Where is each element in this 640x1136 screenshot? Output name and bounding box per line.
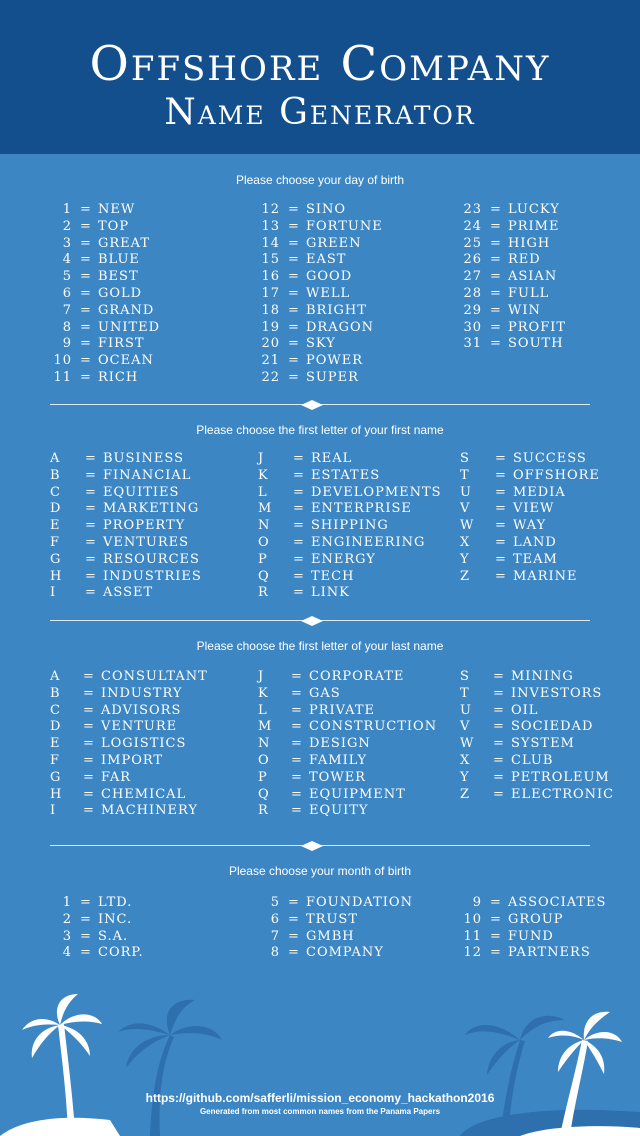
lookup-key: G bbox=[50, 769, 62, 785]
lookup-word: SUPER bbox=[306, 369, 359, 385]
lookup-key: K bbox=[258, 467, 269, 483]
equals-sign: = bbox=[83, 685, 95, 701]
lookup-word: ASSET bbox=[103, 585, 154, 601]
lookup-word: LINK bbox=[311, 585, 350, 601]
equals-sign: = bbox=[293, 534, 305, 550]
lookup-key: 5 bbox=[62, 269, 72, 285]
lookup-word: DEVELOPMENTS bbox=[311, 484, 442, 500]
lookup-word: BEST bbox=[98, 269, 139, 285]
lookup-word: ENERGY bbox=[311, 551, 376, 567]
lookup-word: SKY bbox=[306, 336, 336, 352]
equals-sign: = bbox=[293, 451, 305, 466]
equals-sign: = bbox=[83, 769, 95, 785]
lookup-key: B bbox=[50, 467, 61, 483]
lookup-key: T bbox=[460, 467, 470, 483]
lookup-word: GOLD bbox=[98, 285, 143, 301]
lookup-word: GOOD bbox=[306, 269, 353, 285]
lookup-key: 17 bbox=[261, 285, 280, 301]
page-subtitle: Name Generator bbox=[164, 92, 476, 133]
lookup-key: F bbox=[50, 752, 61, 768]
equals-sign: = bbox=[288, 218, 300, 234]
equals-sign: = bbox=[83, 803, 95, 819]
lookup-key: 29 bbox=[463, 302, 482, 318]
equals-sign: = bbox=[495, 451, 507, 466]
equals-sign: = bbox=[495, 501, 507, 517]
lookup-key: 27 bbox=[463, 269, 482, 285]
lookup-key: Q bbox=[258, 786, 270, 802]
equals-sign: = bbox=[85, 585, 97, 601]
section-title: Please choose the first letter of your last name bbox=[196, 639, 444, 653]
lookup-word: EQUIPMENT bbox=[309, 786, 406, 802]
lookup-word: INDUSTRY bbox=[101, 685, 183, 701]
lookup-word: VENTURES bbox=[103, 534, 190, 550]
lookup-word: GREAT bbox=[98, 235, 151, 251]
lookup-word: FAR bbox=[101, 769, 132, 785]
equals-sign: = bbox=[293, 585, 305, 601]
equals-sign: = bbox=[288, 285, 300, 301]
lookup-key: Q bbox=[258, 568, 270, 584]
equals-sign: = bbox=[288, 202, 300, 217]
equals-sign: = bbox=[291, 769, 303, 785]
equals-sign: = bbox=[288, 369, 300, 385]
lookup-key: 21 bbox=[261, 353, 280, 369]
equals-sign: = bbox=[80, 302, 92, 318]
lookup-word: MEDIA bbox=[513, 484, 566, 500]
equals-sign: = bbox=[291, 803, 303, 819]
equals-sign: = bbox=[288, 269, 300, 285]
equals-sign: = bbox=[80, 285, 92, 301]
equals-sign: = bbox=[291, 786, 303, 802]
lookup-key: 26 bbox=[463, 252, 482, 268]
lookup-word: EQUITIES bbox=[103, 484, 180, 500]
lookup-word: WAY bbox=[513, 518, 547, 534]
equals-sign: = bbox=[291, 752, 303, 768]
lookup-key: R bbox=[258, 803, 269, 819]
equals-sign: = bbox=[83, 719, 95, 735]
section-title: Please choose the first letter of your first name bbox=[196, 423, 444, 437]
lookup-key: I bbox=[50, 803, 57, 819]
lookup-key: 24 bbox=[463, 218, 482, 234]
lookup-word: TEAM bbox=[513, 551, 558, 567]
lookup-key: K bbox=[258, 685, 269, 701]
equals-sign: = bbox=[288, 252, 300, 268]
lookup-word: BUSINESS bbox=[103, 451, 184, 466]
lookup-key: 14 bbox=[261, 235, 280, 251]
lookup-word: FUND bbox=[508, 928, 554, 944]
equals-sign: = bbox=[83, 736, 95, 752]
lookup-key: 1 bbox=[62, 895, 72, 910]
lookup-word: FAMILY bbox=[309, 752, 368, 768]
lookup-key: 4 bbox=[62, 252, 72, 268]
lookup-word: ESTATES bbox=[311, 467, 381, 483]
lookup-word: PARTNERS bbox=[508, 945, 591, 961]
lookup-key: H bbox=[50, 568, 63, 584]
equals-sign: = bbox=[288, 336, 300, 352]
lookup-word: GRAND bbox=[98, 302, 155, 318]
lookup-word: WELL bbox=[306, 285, 351, 301]
lookup-word: OFFSHORE bbox=[513, 467, 600, 483]
equals-sign: = bbox=[291, 669, 303, 684]
lookup-word: RED bbox=[508, 252, 541, 268]
lookup-key: N bbox=[258, 736, 271, 752]
lookup-word: S.A. bbox=[98, 928, 129, 944]
lookup-key: 30 bbox=[463, 319, 482, 335]
lookup-key: 10 bbox=[53, 353, 72, 369]
equals-sign: = bbox=[80, 202, 92, 217]
lookup-key: 12 bbox=[261, 202, 280, 217]
equals-sign: = bbox=[85, 568, 97, 584]
lookup-key: 22 bbox=[261, 369, 280, 385]
lookup-word: PRIME bbox=[508, 218, 560, 234]
equals-sign: = bbox=[83, 786, 95, 802]
lookup-word: MARKETING bbox=[103, 501, 200, 517]
equals-sign: = bbox=[490, 269, 502, 285]
footer-note: Generated from most common names from the Panama Papers bbox=[199, 1107, 441, 1116]
lookup-key: I bbox=[50, 585, 57, 601]
lookup-word: TOWER bbox=[309, 769, 366, 785]
equals-sign: = bbox=[490, 895, 502, 910]
lookup-word: CHEMICAL bbox=[101, 786, 187, 802]
lookup-key: 28 bbox=[463, 285, 482, 301]
equals-sign: = bbox=[85, 534, 97, 550]
lookup-key: 9 bbox=[472, 895, 482, 910]
lookup-word: GAS bbox=[309, 685, 341, 701]
lookup-key: D bbox=[50, 719, 62, 735]
equals-sign: = bbox=[80, 319, 92, 335]
lookup-word: SYSTEM bbox=[511, 736, 575, 752]
lookup-word: TRUST bbox=[306, 911, 358, 927]
lookup-word: MARINE bbox=[513, 568, 578, 584]
equals-sign: = bbox=[80, 252, 92, 268]
equals-sign: = bbox=[83, 669, 95, 684]
lookup-word: BRIGHT bbox=[306, 302, 367, 318]
lookup-word: REAL bbox=[311, 451, 353, 466]
lookup-key: 3 bbox=[62, 928, 72, 944]
equals-sign: = bbox=[80, 369, 92, 385]
equals-sign: = bbox=[493, 736, 505, 752]
lookup-word: FINANCIAL bbox=[103, 467, 192, 483]
lookup-word: CONSULTANT bbox=[101, 669, 208, 684]
lookup-key: L bbox=[258, 484, 268, 500]
equals-sign: = bbox=[293, 484, 305, 500]
lookup-word: NEW bbox=[98, 202, 136, 217]
lookup-word: CONSTRUCTION bbox=[309, 719, 438, 735]
equals-sign: = bbox=[490, 285, 502, 301]
lookup-key: O bbox=[258, 534, 270, 550]
lookup-word: POWER bbox=[306, 353, 364, 369]
lookup-key: A bbox=[50, 451, 61, 466]
lookup-key: S bbox=[460, 451, 470, 466]
lookup-key: Z bbox=[460, 786, 471, 802]
equals-sign: = bbox=[490, 336, 502, 352]
lookup-word: ENTERPRISE bbox=[311, 501, 412, 517]
equals-sign: = bbox=[490, 911, 502, 927]
lookup-word: LUCKY bbox=[508, 202, 560, 217]
lookup-key: V bbox=[460, 501, 471, 517]
lookup-key: 6 bbox=[62, 285, 72, 301]
lookup-word: OIL bbox=[511, 702, 539, 718]
equals-sign: = bbox=[493, 786, 505, 802]
lookup-word: RESOURCES bbox=[103, 551, 200, 567]
lookup-key: P bbox=[258, 769, 268, 785]
equals-sign: = bbox=[293, 568, 305, 584]
equals-sign: = bbox=[490, 302, 502, 318]
divider-diamond-icon bbox=[301, 616, 323, 626]
lookup-key: Z bbox=[460, 568, 471, 584]
equals-sign: = bbox=[495, 518, 507, 534]
lookup-word: ASSOCIATES bbox=[508, 895, 607, 910]
lookup-key: 13 bbox=[261, 218, 280, 234]
equals-sign: = bbox=[495, 568, 507, 584]
equals-sign: = bbox=[80, 928, 92, 944]
lookup-key: 9 bbox=[62, 336, 72, 352]
lookup-key: M bbox=[258, 501, 273, 517]
equals-sign: = bbox=[291, 702, 303, 718]
lookup-word: GROUP bbox=[508, 911, 564, 927]
lookup-key: S bbox=[460, 669, 470, 684]
lookup-word: EAST bbox=[306, 252, 347, 268]
lookup-key: 7 bbox=[270, 928, 280, 944]
lookup-key: C bbox=[50, 702, 61, 718]
lookup-key: 4 bbox=[62, 945, 72, 961]
lookup-key: W bbox=[460, 518, 475, 534]
equals-sign: = bbox=[493, 769, 505, 785]
lookup-word: ASIAN bbox=[508, 269, 558, 285]
equals-sign: = bbox=[293, 551, 305, 567]
lookup-key: 7 bbox=[62, 302, 72, 318]
lookup-word: FORTUNE bbox=[306, 218, 383, 234]
lookup-word: GREEN bbox=[306, 235, 362, 251]
lookup-word: TECH bbox=[311, 568, 355, 584]
equals-sign: = bbox=[288, 319, 300, 335]
equals-sign: = bbox=[288, 911, 300, 927]
lookup-word: VIEW bbox=[513, 501, 555, 517]
lookup-key: Y bbox=[460, 551, 470, 567]
lookup-word: SHIPPING bbox=[311, 518, 389, 534]
lookup-key: C bbox=[50, 484, 61, 500]
divider-diamond-icon bbox=[301, 400, 323, 410]
lookup-key: 20 bbox=[261, 336, 280, 352]
lookup-word: SOUTH bbox=[508, 336, 564, 352]
equals-sign: = bbox=[80, 911, 92, 927]
lookup-word: ENGINEERING bbox=[311, 534, 426, 550]
equals-sign: = bbox=[293, 518, 305, 534]
equals-sign: = bbox=[80, 945, 92, 961]
equals-sign: = bbox=[490, 319, 502, 335]
lookup-word: ADVISORS bbox=[101, 702, 182, 718]
equals-sign: = bbox=[80, 218, 92, 234]
lookup-word: PROFIT bbox=[508, 319, 567, 335]
equals-sign: = bbox=[490, 928, 502, 944]
lookup-key: P bbox=[258, 551, 268, 567]
lookup-word: FULL bbox=[508, 285, 550, 301]
lookup-key: U bbox=[460, 702, 472, 718]
lookup-word: DESIGN bbox=[309, 736, 371, 752]
lookup-word: CLUB bbox=[511, 752, 554, 768]
equals-sign: = bbox=[288, 353, 300, 369]
equals-sign: = bbox=[493, 719, 505, 735]
lookup-word: RICH bbox=[98, 369, 139, 385]
equals-sign: = bbox=[83, 752, 95, 768]
lookup-word: MACHINERY bbox=[101, 803, 198, 819]
equals-sign: = bbox=[80, 353, 92, 369]
lookup-key: J bbox=[258, 451, 265, 466]
lookup-key: 23 bbox=[463, 202, 482, 217]
lookup-key: V bbox=[460, 719, 471, 735]
equals-sign: = bbox=[493, 669, 505, 684]
lookup-key: 18 bbox=[261, 302, 280, 318]
lookup-word: WIN bbox=[508, 302, 541, 318]
section-title: Please choose your month of birth bbox=[228, 864, 412, 878]
equals-sign: = bbox=[490, 202, 502, 217]
lookup-word: VENTURE bbox=[101, 719, 178, 735]
lookup-key: 19 bbox=[261, 319, 280, 335]
equals-sign: = bbox=[288, 928, 300, 944]
lookup-word: FIRST bbox=[98, 336, 145, 352]
equals-sign: = bbox=[493, 752, 505, 768]
lookup-key: F bbox=[50, 534, 61, 550]
lookup-key: 8 bbox=[62, 319, 72, 335]
lookup-word: PETROLEUM bbox=[511, 769, 610, 785]
header-banner bbox=[0, 0, 640, 154]
lookup-key: 11 bbox=[53, 369, 72, 385]
lookup-word: ELECTRONIC bbox=[511, 786, 615, 802]
divider-diamond-icon bbox=[301, 841, 323, 851]
lookup-key: L bbox=[258, 702, 268, 718]
page-title: Offshore Company bbox=[89, 36, 551, 92]
lookup-word: PRIVATE bbox=[309, 702, 376, 718]
equals-sign: = bbox=[493, 702, 505, 718]
lookup-key: Y bbox=[460, 769, 470, 785]
equals-sign: = bbox=[85, 467, 97, 483]
lookup-key: A bbox=[50, 669, 61, 684]
lookup-key: D bbox=[50, 501, 62, 517]
equals-sign: = bbox=[495, 484, 507, 500]
lookup-key: E bbox=[50, 518, 61, 534]
lookup-key: 10 bbox=[463, 911, 482, 927]
equals-sign: = bbox=[490, 235, 502, 251]
lookup-key: 3 bbox=[62, 235, 72, 251]
equals-sign: = bbox=[85, 518, 97, 534]
lookup-key: J bbox=[258, 669, 265, 684]
lookup-word: TOP bbox=[98, 218, 130, 234]
lookup-word: BLUE bbox=[98, 252, 140, 268]
lookup-key: 2 bbox=[62, 218, 72, 234]
lookup-word: OCEAN bbox=[98, 353, 154, 369]
lookup-word: INC. bbox=[98, 911, 133, 927]
lookup-word: IMPORT bbox=[101, 752, 164, 768]
lookup-word: INDUSTRIES bbox=[103, 568, 202, 584]
lookup-word: PROPERTY bbox=[103, 518, 186, 534]
lookup-key: X bbox=[460, 752, 471, 768]
equals-sign: = bbox=[291, 685, 303, 701]
lookup-word: LTD. bbox=[98, 895, 133, 910]
lookup-key: O bbox=[258, 752, 270, 768]
lookup-word: EQUITY bbox=[309, 803, 369, 819]
equals-sign: = bbox=[80, 895, 92, 910]
equals-sign: = bbox=[85, 484, 97, 500]
lookup-word: HIGH bbox=[508, 235, 551, 251]
equals-sign: = bbox=[293, 467, 305, 483]
lookup-word: MINING bbox=[511, 669, 574, 684]
lookup-key: N bbox=[258, 518, 271, 534]
lookup-key: E bbox=[50, 736, 61, 752]
lookup-word: LOGISTICS bbox=[101, 736, 187, 752]
lookup-key: W bbox=[460, 736, 475, 752]
equals-sign: = bbox=[490, 218, 502, 234]
equals-sign: = bbox=[490, 252, 502, 268]
lookup-key: 2 bbox=[62, 911, 72, 927]
equals-sign: = bbox=[80, 235, 92, 251]
lookup-key: 5 bbox=[270, 895, 280, 910]
lookup-key: 6 bbox=[270, 911, 280, 927]
equals-sign: = bbox=[288, 235, 300, 251]
github-link[interactable]: https://github.com/safferli/mission_economy_hackathon2016 bbox=[145, 1091, 495, 1105]
lookup-key: U bbox=[460, 484, 472, 500]
lookup-word: SOCIEDAD bbox=[511, 719, 594, 735]
lookup-word: CORP. bbox=[98, 945, 144, 961]
equals-sign: = bbox=[85, 451, 97, 466]
lookup-key: 11 bbox=[463, 928, 482, 944]
lookup-key: B bbox=[50, 685, 61, 701]
equals-sign: = bbox=[495, 551, 507, 567]
lookup-key: T bbox=[460, 685, 470, 701]
equals-sign: = bbox=[293, 501, 305, 517]
equals-sign: = bbox=[495, 534, 507, 550]
lookup-key: H bbox=[50, 786, 63, 802]
equals-sign: = bbox=[493, 685, 505, 701]
equals-sign: = bbox=[490, 945, 502, 961]
lookup-word: SINO bbox=[306, 202, 347, 217]
lookup-word: INVESTORS bbox=[511, 685, 603, 701]
lookup-word: FOUNDATION bbox=[306, 895, 413, 910]
section-title: Please choose your day of birth bbox=[235, 173, 405, 187]
lookup-key: 15 bbox=[261, 252, 280, 268]
lookup-key: 31 bbox=[463, 336, 482, 352]
lookup-word: GMBH bbox=[306, 928, 355, 944]
lookup-word: DRAGON bbox=[306, 319, 375, 335]
lookup-key: R bbox=[258, 585, 269, 601]
lookup-key: 1 bbox=[62, 202, 72, 217]
lookup-word: CORPORATE bbox=[309, 669, 405, 684]
equals-sign: = bbox=[288, 302, 300, 318]
equals-sign: = bbox=[288, 895, 300, 910]
lookup-word: COMPANY bbox=[306, 945, 384, 961]
lookup-key: X bbox=[460, 534, 471, 550]
lookup-key: 16 bbox=[261, 269, 280, 285]
equals-sign: = bbox=[291, 719, 303, 735]
equals-sign: = bbox=[85, 551, 97, 567]
lookup-key: 8 bbox=[270, 945, 280, 961]
lookup-word: SUCCESS bbox=[513, 451, 587, 466]
lookup-word: LAND bbox=[513, 534, 557, 550]
equals-sign: = bbox=[288, 945, 300, 961]
lookup-word: UNITED bbox=[98, 319, 161, 335]
equals-sign: = bbox=[291, 736, 303, 752]
lookup-key: M bbox=[258, 719, 273, 735]
equals-sign: = bbox=[495, 467, 507, 483]
equals-sign: = bbox=[83, 702, 95, 718]
lookup-key: G bbox=[50, 551, 62, 567]
equals-sign: = bbox=[80, 336, 92, 352]
lookup-key: 12 bbox=[463, 945, 482, 961]
lookup-key: 25 bbox=[463, 235, 482, 251]
equals-sign: = bbox=[85, 501, 97, 517]
equals-sign: = bbox=[80, 269, 92, 285]
